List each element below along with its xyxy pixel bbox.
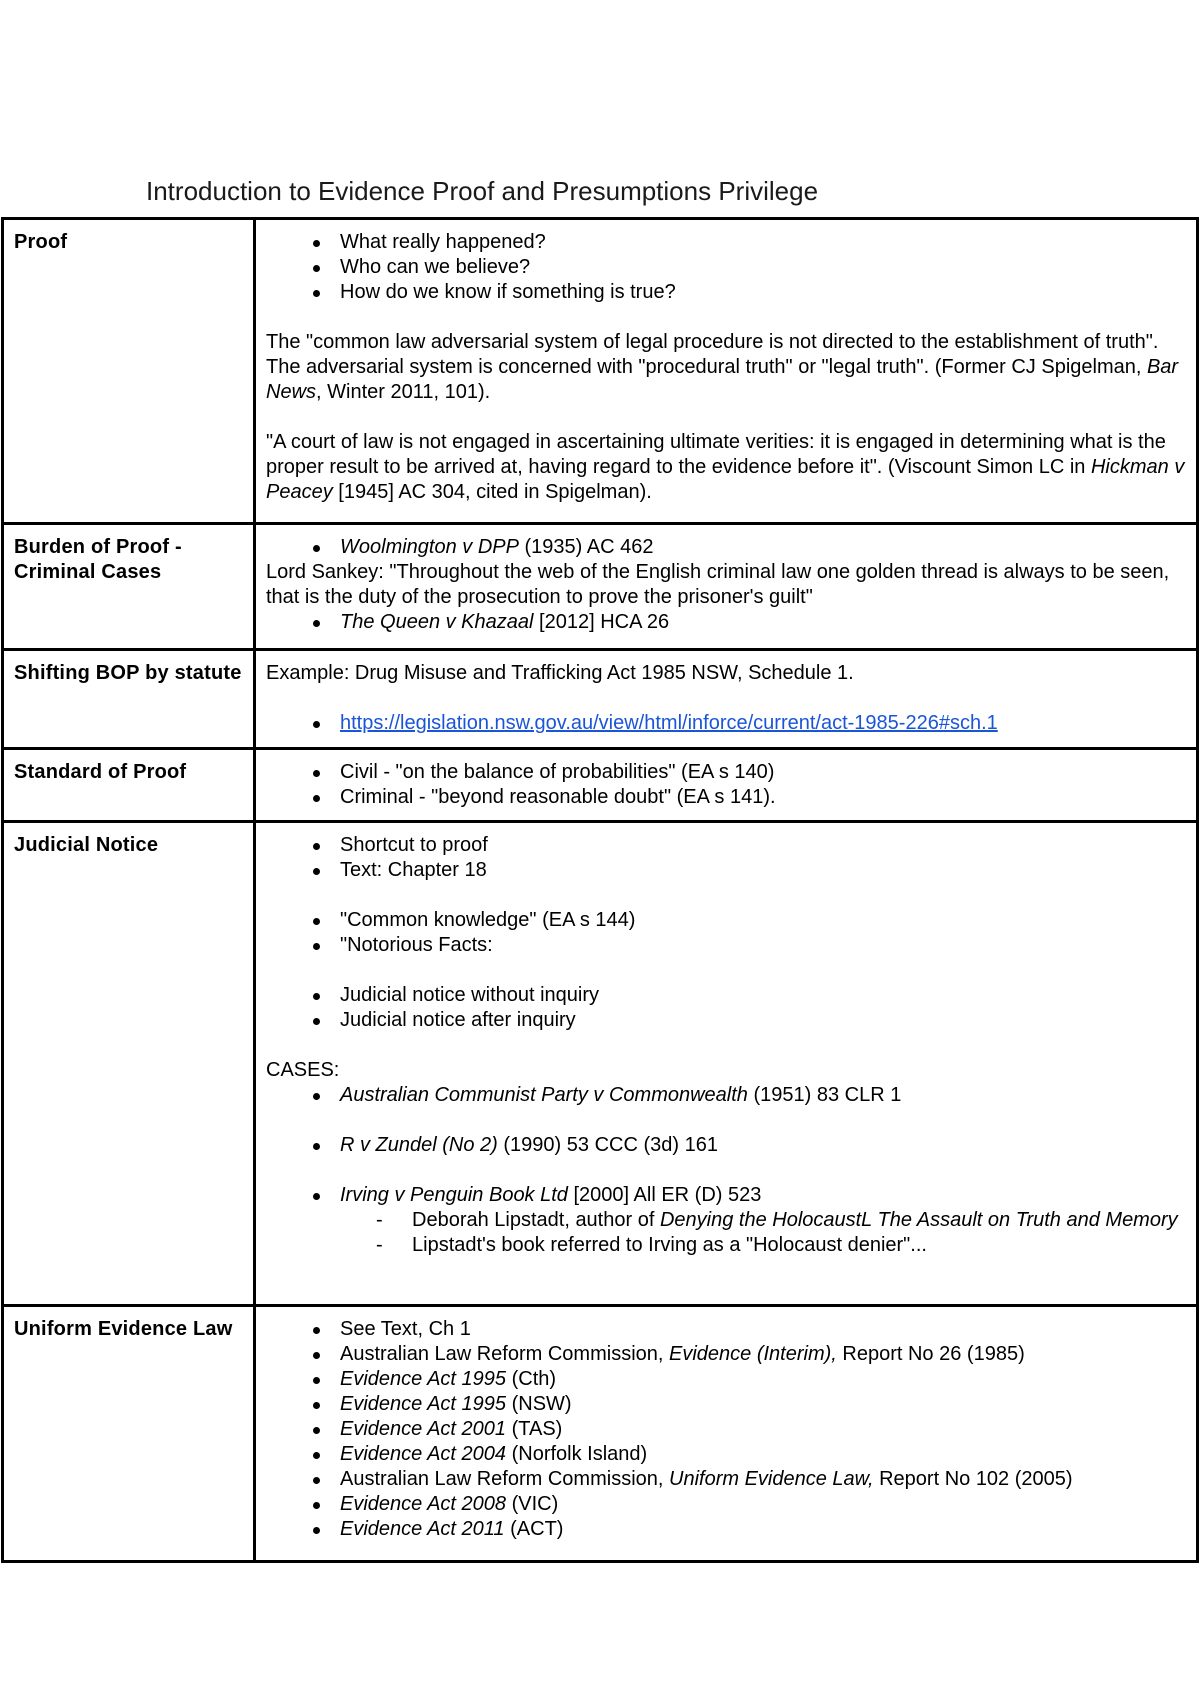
paragraph: The "common law adversarial system of legal procedure is not directed to the establishment of truth". The adversarial system is concerned with "procedural truth" or "legal truth". (Former CJ Spigelman, Bar News, Winter 2011, 101). xyxy=(266,331,1179,403)
row-content xyxy=(255,219,1198,524)
bullet-list xyxy=(266,983,1186,1033)
bullet-list xyxy=(266,535,1186,560)
bullet-list xyxy=(266,1183,1186,1258)
list-item: Evidence Act 2004 (Norfolk Island) xyxy=(340,1442,1186,1467)
bullet-list xyxy=(266,230,1186,305)
row-label: Proof xyxy=(14,231,68,253)
list-item: Evidence Act 1995 (Cth) xyxy=(340,1367,1186,1392)
bullet-list xyxy=(266,711,1186,736)
list-item: R v Zundel (No 2) (1990) 53 CCC (3d) 161 xyxy=(340,1133,1186,1158)
row-content xyxy=(255,650,1198,749)
row-label-cell xyxy=(3,1306,255,1562)
bullet-list xyxy=(266,610,1186,635)
list-item: "Common knowledge" (EA s 144) xyxy=(340,908,1186,933)
page-title: Introduction to Evidence Proof and Presumptions Privilege xyxy=(146,176,819,206)
list-item: Evidence Act 1995 (NSW) xyxy=(340,1392,1186,1417)
bullet-list xyxy=(266,1317,1186,1542)
legislation-link[interactable]: https://legislation.nsw.gov.au/view/html/inforce/current/act-1985-226#sch.1 xyxy=(340,712,998,734)
table-row-uniform xyxy=(3,1306,1198,1562)
list-item: Judicial notice after inquiry xyxy=(340,1008,1186,1033)
list-item: Evidence Act 2001 (TAS) xyxy=(340,1417,1186,1442)
list-item: How do we know if something is true? xyxy=(340,280,1186,305)
bullet-list xyxy=(266,760,1186,810)
list-item: Judicial notice without inquiry xyxy=(340,983,1186,1008)
table-row-shifting xyxy=(3,650,1198,749)
list-item: Woolmington v DPP (1935) AC 462 xyxy=(340,535,1186,560)
table-row-standard xyxy=(3,749,1198,822)
row-label: Standard of Proof xyxy=(14,761,187,783)
sub-list-item: - Deborah Lipstadt, author of Denying the HolocaustL The Assault on Truth and Memory xyxy=(412,1208,1186,1233)
table-row-proof xyxy=(3,219,1198,524)
row-label-cell xyxy=(3,650,255,749)
list-item: Criminal - "beyond reasonable doubt" (EA s 141). xyxy=(340,785,1186,810)
paragraph: "A court of law is not engaged in ascertaining ultimate verities: it is engaged in determining what is the proper result to be arrived at, having regard to the evidence before it". (Viscount Simon LC in Hickman v Peacey [1945] AC 304, cited in Spigelman). xyxy=(266,431,1185,503)
list-item: "Notorious Facts: xyxy=(340,933,1186,958)
paragraph: Lord Sankey: "Throughout the web of the English criminal law one golden thread is always to be seen, that is the duty of the prosecution to prove the prisoner's guilt" xyxy=(266,561,1170,608)
row-label-cell xyxy=(3,749,255,822)
notes-table xyxy=(1,217,1199,1563)
sub-list xyxy=(340,1208,1186,1258)
row-label-cell xyxy=(3,524,255,650)
list-item: Australian Communist Party v Commonwealth (1951) 83 CLR 1 xyxy=(340,1083,1186,1108)
sub-list-item: - Lipstadt's book referred to Irving as a "Holocaust denier"... xyxy=(412,1233,1186,1258)
table-row-judicial xyxy=(3,822,1198,1306)
list-item: Shortcut to proof xyxy=(340,833,1186,858)
list-item: Irving v Penguin Book Ltd [2000] All ER (D) 523 - Deborah Lipstadt, author of Denying the HolocaustL The Assault on Truth and Memory - Lipstadt's book referred to Irving as a "Holocaust denier"... xyxy=(340,1183,1186,1258)
row-label: Shifting BOP by statute xyxy=(14,662,242,684)
list-item: Australian Law Reform Commission, Evidence (Interim), Report No 26 (1985) xyxy=(340,1342,1186,1367)
cases-heading: CASES: xyxy=(266,1059,340,1081)
list-item: Australian Law Reform Commission, Uniform Evidence Law, Report No 102 (2005) xyxy=(340,1467,1186,1492)
bullet-list xyxy=(266,1133,1186,1158)
row-content xyxy=(255,749,1198,822)
row-label-cell xyxy=(3,219,255,524)
list-item: The Queen v Khazaal [2012] HCA 26 xyxy=(340,610,1186,635)
list-item: Evidence Act 2011 (ACT) xyxy=(340,1517,1186,1542)
paragraph: Example: Drug Misuse and Trafficking Act 1985 NSW, Schedule 1. xyxy=(266,662,854,684)
row-content xyxy=(255,822,1198,1306)
row-label: Uniform Evidence Law xyxy=(14,1318,233,1340)
list-item: Evidence Act 2008 (VIC) xyxy=(340,1492,1186,1517)
row-label-cell xyxy=(3,822,255,1306)
row-label: Burden of Proof - Criminal Cases xyxy=(14,536,182,583)
table-row-burden xyxy=(3,524,1198,650)
bullet-list xyxy=(266,833,1186,883)
list-item: Text: Chapter 18 xyxy=(340,858,1186,883)
bullet-list xyxy=(266,908,1186,958)
list-item: Civil - "on the balance of probabilities" (EA s 140) xyxy=(340,760,1186,785)
list-item: Who can we believe? xyxy=(340,255,1186,280)
list-item xyxy=(340,711,1186,736)
bullet-list xyxy=(266,1083,1186,1108)
list-item: See Text, Ch 1 xyxy=(340,1317,1186,1342)
row-content xyxy=(255,524,1198,650)
list-item: What really happened? xyxy=(340,230,1186,255)
row-content xyxy=(255,1306,1198,1562)
row-label: Judicial Notice xyxy=(14,834,159,856)
